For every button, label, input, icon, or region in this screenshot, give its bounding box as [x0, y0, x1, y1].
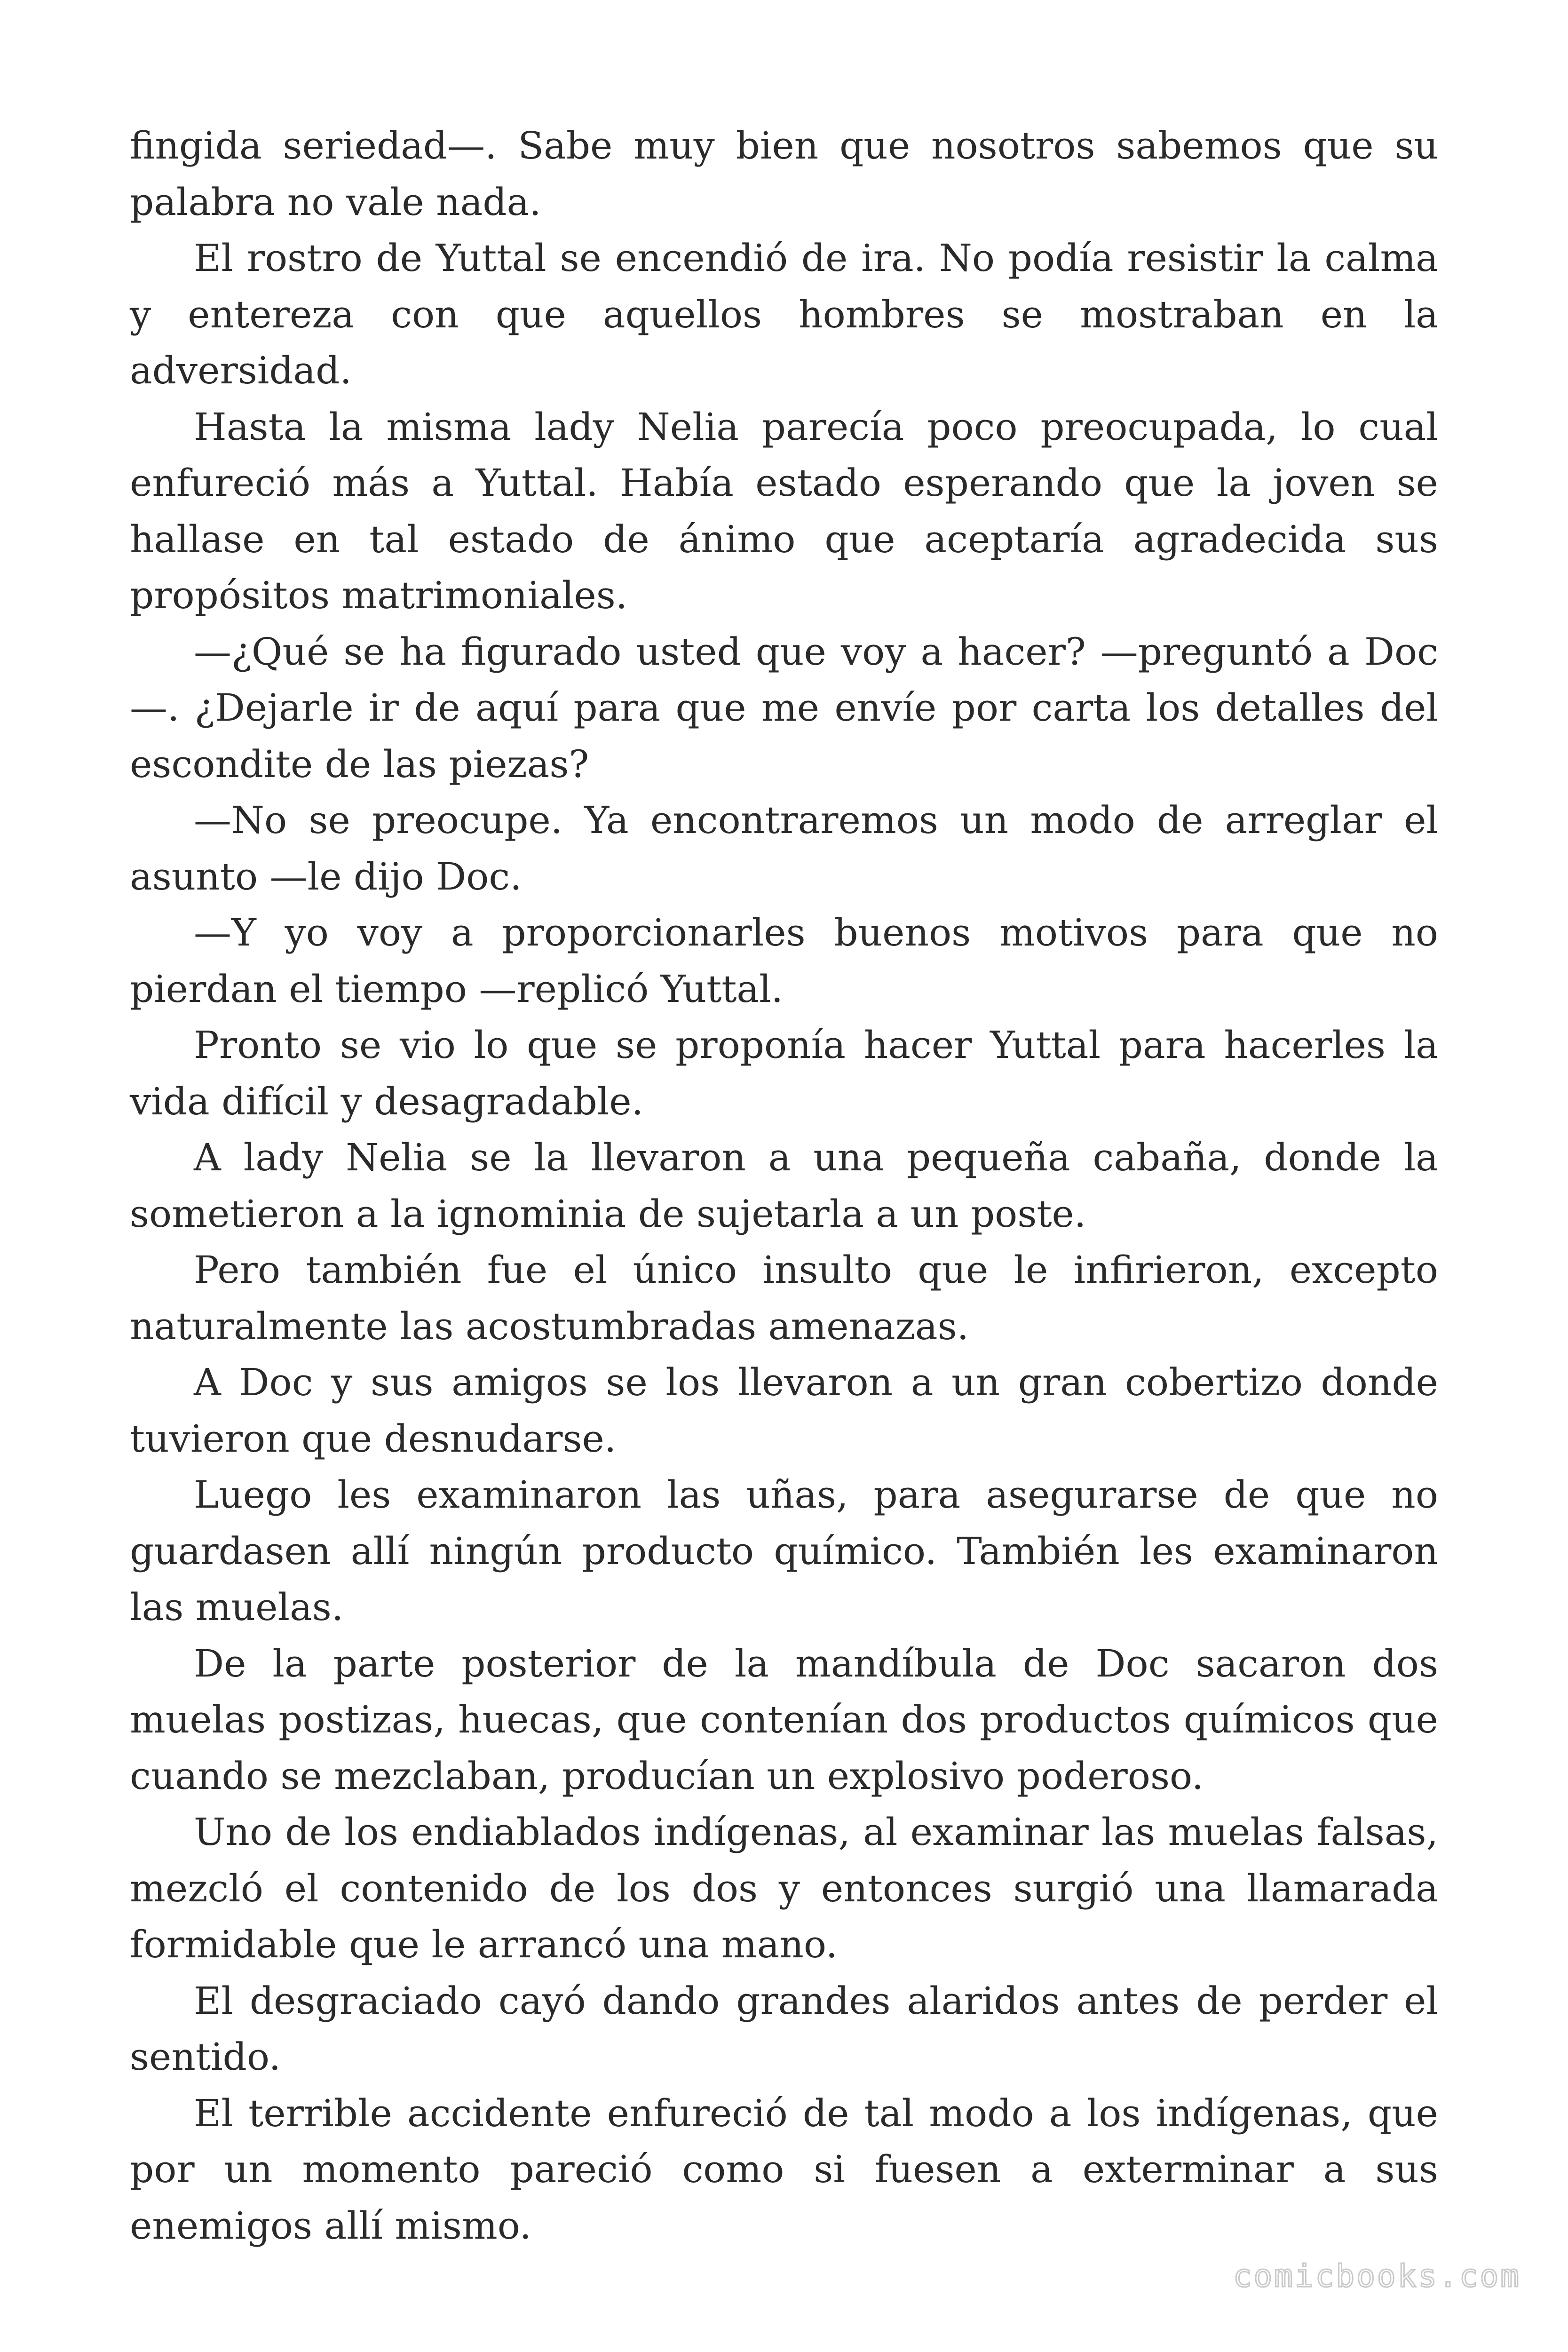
paragraph: El desgraciado cayó dando grandes alaridos antes de perder el sentido. — [130, 1979, 1438, 2079]
paragraph: Luego les examinaron las uñas, para asegurarse de que no guardasen allí ningún producto químico. También les examinaron las muelas. — [130, 1473, 1438, 1629]
paragraph: Pronto se vio lo que se proponía hacer Yuttal para hacerles la vida difícil y desagradable. — [130, 1023, 1438, 1123]
paragraph: Hasta la misma lady Nelia parecía poco preocupada, lo cual enfureció más a Yuttal. Había estado esperando que la joven se hallase en tal estado de ánimo que aceptaría agradecida sus propósitos matrimoniales. — [130, 405, 1438, 617]
paragraph: A Doc y sus amigos se los llevaron a un gran cobertizo donde tuvieron que desnudarse. — [130, 1360, 1438, 1461]
paragraph: —¿Qué se ha figurado usted que voy a hacer? —preguntó a Doc —. ¿Dejarle ir de aquí para que me envíe por carta los detalles del escondite de las piezas? — [130, 629, 1438, 786]
paragraph: El rostro de Yuttal se encendió de ira. No podía resistir la calma y entereza con que aquellos hombres se mostraban en la adversidad. — [130, 236, 1438, 392]
paragraph: —No se preocupe. Ya encontraremos un modo de arreglar el asunto —le dijo Doc. — [130, 798, 1438, 898]
paragraph: Uno de los endiablados indígenas, al examinar las muelas falsas, mezcló el contenido de los dos y entonces surgió una llamarada formidable que le arrancó una mano. — [130, 1810, 1438, 1966]
paragraph: Pero también fue el único insulto que le infirieron, excepto naturalmente las acostumbradas amenazas. — [130, 1248, 1438, 1348]
paragraph: —Y yo voy a proporcionarles buenos motivos para que no pierdan el tiempo —replicó Yuttal. — [130, 911, 1438, 1011]
paragraph: El terrible accidente enfureció de tal modo a los indígenas, que por un momento pareció como si fuesen a exterminar a sus enemigos allí mismo. — [130, 2091, 1438, 2248]
paragraph: fingida seriedad—. Sabe muy bien que nosotros sabemos que su palabra no vale nada. — [130, 124, 1438, 224]
watermark: comicbooks.com — [1233, 2258, 1521, 2294]
paragraph: A lady Nelia se la llevaron a una pequeña cabaña, donde la sometieron a la ignominia de sujetarla a un poste. — [130, 1136, 1438, 1236]
paragraph: De la parte posterior de la mandíbula de Doc sacaron dos muelas postizas, huecas, que contenían dos productos químicos que cuando se mezclaban, producían un explosivo poderoso. — [130, 1641, 1438, 1798]
page-body — [130, 118, 1438, 2248]
